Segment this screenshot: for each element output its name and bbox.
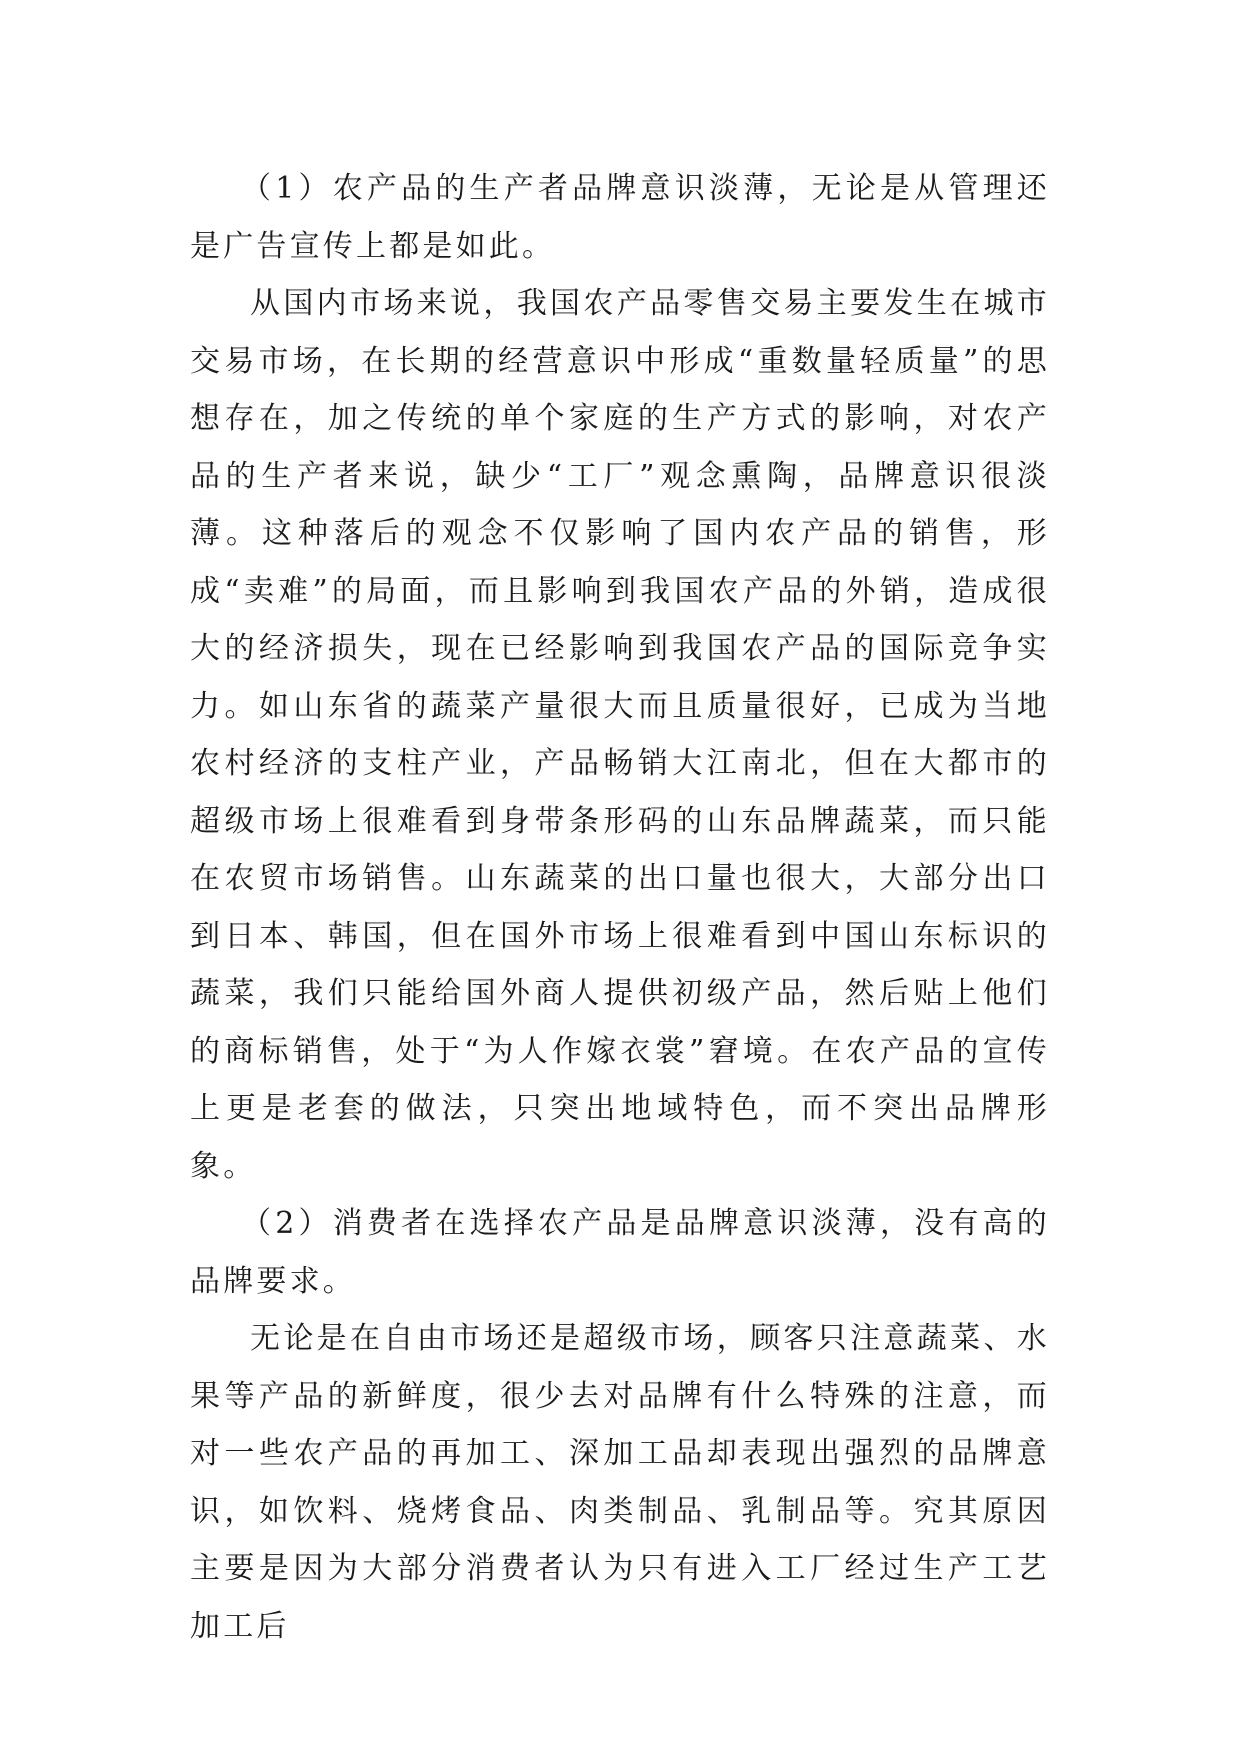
body-paragraph-2: 无论是在自由市场还是超级市场，顾客只注意蔬菜、水果等产品的新鲜度，很少去对品牌有什么特殊的注意，而对一些农产品的再加工、深加工品却表现出强烈的品牌意识，如饮料、烧烤食品、肉类制品、乳制品等。究其原因主要是因为大部分消费者认为只有进入工厂经过生产工艺加工后 — [190, 1321, 1050, 1644]
section-heading-2: （2）消费者在选择农产品是品牌意识淡薄，没有高的品牌要求。 — [190, 1206, 1050, 1299]
document-body — [190, 160, 1050, 1655]
section-heading-1: （1）农产品的生产者品牌意识淡薄，无论是从管理还是广告宣传上都是如此。 — [190, 171, 1050, 264]
body-paragraph-1: 从国内市场来说，我国农产品零售交易主要发生在城市交易市场，在长期的经营意识中形成“重数量轻质量”的思想存在，加之传统的单个家庭的生产方式的影响，对农产品的生产者来说，缺少“工厂”观念熏陶，品牌意识很淡薄。这种落后的观念不仅影响了国内农产品的销售，形成“卖难”的局面，而且影响到我国农产品的外销，造成很大的经济损失，现在已经影响到我国农产品的国际竞争实力。如山东省的蔬菜产量很大而且质量很好，已成为当地农村经济的支柱产业，产品畅销大江南北，但在大都市的超级市场上很难看到身带条形码的山东品牌蔬菜，而只能在农贸市场销售。山东蔬菜的出口量也很大，大部分出口到日本、韩国，但在国外市场上很难看到中国山东标识的蔬菜，我们只能给国外商人提供初级产品，然后贴上他们的商标销售，处于“为人作嫁衣裳”窘境。在农产品的宣传上更是老套的做法，只突出地域特色，而不突出品牌形象。 — [190, 286, 1050, 1184]
